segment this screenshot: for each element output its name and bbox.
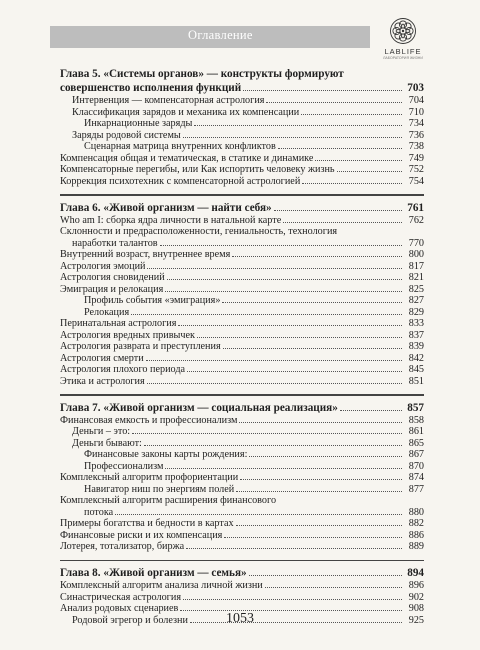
entry-label: Инкарнационные заряды [84,118,193,129]
entry-label: Who am I: сборка ядра личности в натальной карте [60,214,282,226]
page-number: 752 [408,164,424,175]
entry-label: Астрология вредных привычек [60,329,195,341]
entry-label: Комплексный алгоритм профориентации [60,472,239,483]
page-number: 880 [408,506,424,518]
dot-leader [278,148,402,149]
page-number: 894 [407,567,424,579]
entry-label: Эмиграция и релокация [60,283,164,295]
dot-leader [301,114,402,115]
dot-leader [243,90,402,91]
page-number: 845 [408,364,424,375]
toc-entry[interactable] [60,215,424,227]
dot-leader [340,410,402,411]
entry-label: Анализ родовых сценариев [60,603,179,614]
entry-label: Лотерея, тотализатор, биржа [60,541,185,552]
toc-entry[interactable] [60,307,424,319]
toc-entry[interactable] [60,415,424,427]
dot-leader [115,514,402,515]
dot-leader [274,210,402,211]
chapter-title-line: совершенство исполнения функций [60,82,242,94]
table-of-contents [60,68,424,633]
page-number: 754 [408,175,424,187]
dot-leader [249,456,402,457]
dot-leader [160,245,402,246]
entry-label: Комплексный алгоритм анализа личной жизни [60,580,263,591]
entry-label: Коррекция психотехник с компенсаторной астрологией [60,175,301,187]
entry-label: Финансовые риски и их компенсация [60,529,223,541]
page-number: 734 [408,118,424,129]
page-number: 861 [408,426,424,437]
entry-label: Астрология смерти [60,352,144,364]
logo-subtext: ЛАБОРАТОРИЯ ЖИЗНИ [383,56,423,60]
dot-leader [222,302,402,303]
logo-wordmark: LABLIFE [384,47,422,56]
dot-leader [337,171,402,172]
dot-leader [239,422,402,423]
page-number: 800 [408,249,424,260]
dot-leader [236,525,402,526]
page-number: 851 [408,375,424,387]
dot-leader [167,279,402,280]
chapter-divider [60,194,424,196]
toc-entry[interactable] [60,530,424,542]
page-number: 858 [408,414,424,426]
entry-label: Перинатальная астрология [60,318,177,329]
page-number: 882 [408,518,424,529]
page-number: 842 [408,352,424,364]
page-number: 833 [408,318,424,329]
toc-entry[interactable] [60,353,424,365]
entry-label: Классификация зарядов и механика их компенсации [72,106,300,118]
page-number: 839 [408,341,424,352]
dot-leader [197,337,402,338]
toc-entry[interactable] [60,130,424,142]
page-number: 867 [408,449,424,460]
dot-leader [165,468,402,469]
dot-leader [183,137,402,138]
entry-label: Финансовые законы карты рождения: [84,449,248,460]
entry-label: Компенсация общая и тематическая, в статике и динамике [60,152,314,164]
page-folio-number: 1053 [226,611,254,626]
toc-entry-line[interactable] [60,495,424,507]
page-number: 925 [408,614,424,626]
entry-label: Сценарная матрица внутренних конфликтов [84,141,276,152]
flower-logo-icon [388,16,418,46]
dot-leader [178,325,402,326]
page-number: 817 [408,260,424,272]
entry-label-continued: потока [84,506,114,518]
dot-leader [132,433,402,434]
chapter-6 [60,202,424,388]
page-number: 825 [408,283,424,295]
dot-leader [147,383,402,384]
dot-leader [187,371,402,372]
page-number: 829 [408,306,424,318]
entry-label-continued: наработки талантов [72,237,158,249]
entry-label: Астрология разврата и преступления [60,341,221,352]
toc-entry[interactable] [60,164,424,176]
page-number: 886 [408,529,424,541]
dot-leader [302,183,402,184]
page-number: 710 [408,106,424,118]
dot-leader [186,548,402,549]
running-head-title: Оглавление [188,28,253,42]
dot-leader [146,360,402,361]
entry-label: Профиль события «эмиграция» [84,295,221,306]
page-number: 889 [408,541,424,552]
entry-label: Астрология эмоций [60,260,146,272]
page-number: 896 [408,580,424,591]
page-number: 837 [408,329,424,341]
dot-leader [249,575,402,576]
page-number: 736 [408,129,424,141]
toc-entry[interactable] [60,141,424,153]
toc-entry[interactable] [60,541,424,553]
entry-label: Релокация [84,306,130,318]
entry-label: Синастрическая астрология [60,591,182,603]
page-number: 770 [408,237,424,249]
toc-entry[interactable] [60,118,424,130]
page-number: 827 [408,295,424,306]
toc-entry[interactable] [60,580,424,592]
toc-entry[interactable] [60,472,424,484]
toc-entry[interactable] [60,376,424,388]
page-number: 821 [408,272,424,283]
toc-entry[interactable] [60,176,424,188]
dot-leader [224,537,402,538]
page-number: 761 [407,201,424,214]
page-number: 704 [408,95,424,106]
entry-label: Навигатор ниш по энергиям полей [84,483,235,495]
page-number: 902 [408,591,424,603]
entry-label: Деньги бывают: [72,437,142,449]
toc-entry[interactable] [60,95,424,107]
chapter-title-row[interactable] [60,82,424,95]
toc-entry[interactable] [60,341,424,353]
toc-entry[interactable] [60,284,424,296]
chapter-divider [60,560,424,562]
toc-entry[interactable] [60,249,424,261]
entry-label: Примеры богатства и бедности в картах [60,518,234,529]
dot-leader [265,587,402,588]
toc-entry[interactable] [60,330,424,342]
entry-label: Профессионализм [84,460,164,472]
toc-entry[interactable] [60,153,424,165]
toc-entry[interactable] [60,238,424,250]
toc-entry[interactable] [60,438,424,450]
chapter-title-line[interactable]: Глава 5. «Системы органов» — конструкты формируют [60,68,344,80]
chapter-5 [60,68,424,187]
toc-entry[interactable] [60,107,424,119]
dot-leader [223,348,402,349]
chapter-title: Глава 8. «Живой организм — семья» [60,567,247,579]
dot-leader [283,222,402,223]
toc-entry[interactable] [60,272,424,284]
page-number: 908 [408,603,424,614]
toc-entry[interactable] [60,364,424,376]
publisher-logo [378,16,428,64]
page-number: 865 [408,437,424,449]
entry-label: Заряды родовой системы [72,129,181,141]
toc-entry[interactable] [60,426,424,438]
entry-label: Астрология плохого периода [60,364,186,375]
page-number: 857 [407,401,424,414]
dot-leader [315,160,402,161]
chapter-title-row[interactable] [60,567,424,580]
page-number: 738 [408,141,424,152]
chapter-divider [60,394,424,396]
toc-entry[interactable] [60,318,424,330]
dot-leader [236,491,402,492]
chapter-title-row[interactable] [60,402,424,415]
entry-label: Внутренний возраст, внутреннее время [60,249,231,260]
chapter-title: Глава 6. «Живой организм — найти себя» [60,201,272,214]
dot-leader [194,125,402,126]
chapter-title-row[interactable] [60,202,424,215]
dot-leader [131,314,402,315]
page-number: 877 [408,483,424,495]
entry-label: Родовой эгрегор и болезни [72,614,188,626]
page-number: 703 [407,82,424,94]
entry-label: Финансовая емкость и профессионализм [60,414,238,426]
entry-label: Этика и астрология [60,375,145,387]
toc-entry-line[interactable] [60,226,424,238]
entry-label: Компенсаторные перегибы, или Как испортить человеку жизнь [60,164,335,175]
dot-leader [183,599,402,600]
dot-leader [165,291,402,292]
chapter-7 [60,402,424,553]
entry-label: Интервенция — компенсаторная астрология [72,95,265,106]
dot-leader [240,479,402,480]
toc-entry[interactable] [60,261,424,273]
page-number: 874 [408,472,424,483]
toc-entry[interactable] [60,295,424,307]
toc-entry[interactable] [60,461,424,473]
toc-entry[interactable] [60,507,424,519]
toc-entry[interactable] [60,449,424,461]
chapter-title: Глава 7. «Живой организм — социальная реализация» [60,401,338,414]
toc-entry[interactable] [60,484,424,496]
dot-leader [144,445,402,446]
dot-leader [266,102,402,103]
page-number: 762 [408,214,424,226]
entry-label: Комплексный алгоритм расширения финансового [60,495,277,506]
toc-entry[interactable] [60,518,424,530]
page-number: 870 [408,460,424,472]
entry-label: Склонности и предрасположенности, гениальность, технология [60,226,338,237]
dot-leader [147,268,402,269]
entry-label: Деньги – это: [72,426,131,437]
toc-entry[interactable] [60,592,424,604]
dot-leader [232,256,402,257]
page-number: 749 [408,152,424,164]
entry-label: Астрология сновидений [60,272,165,283]
